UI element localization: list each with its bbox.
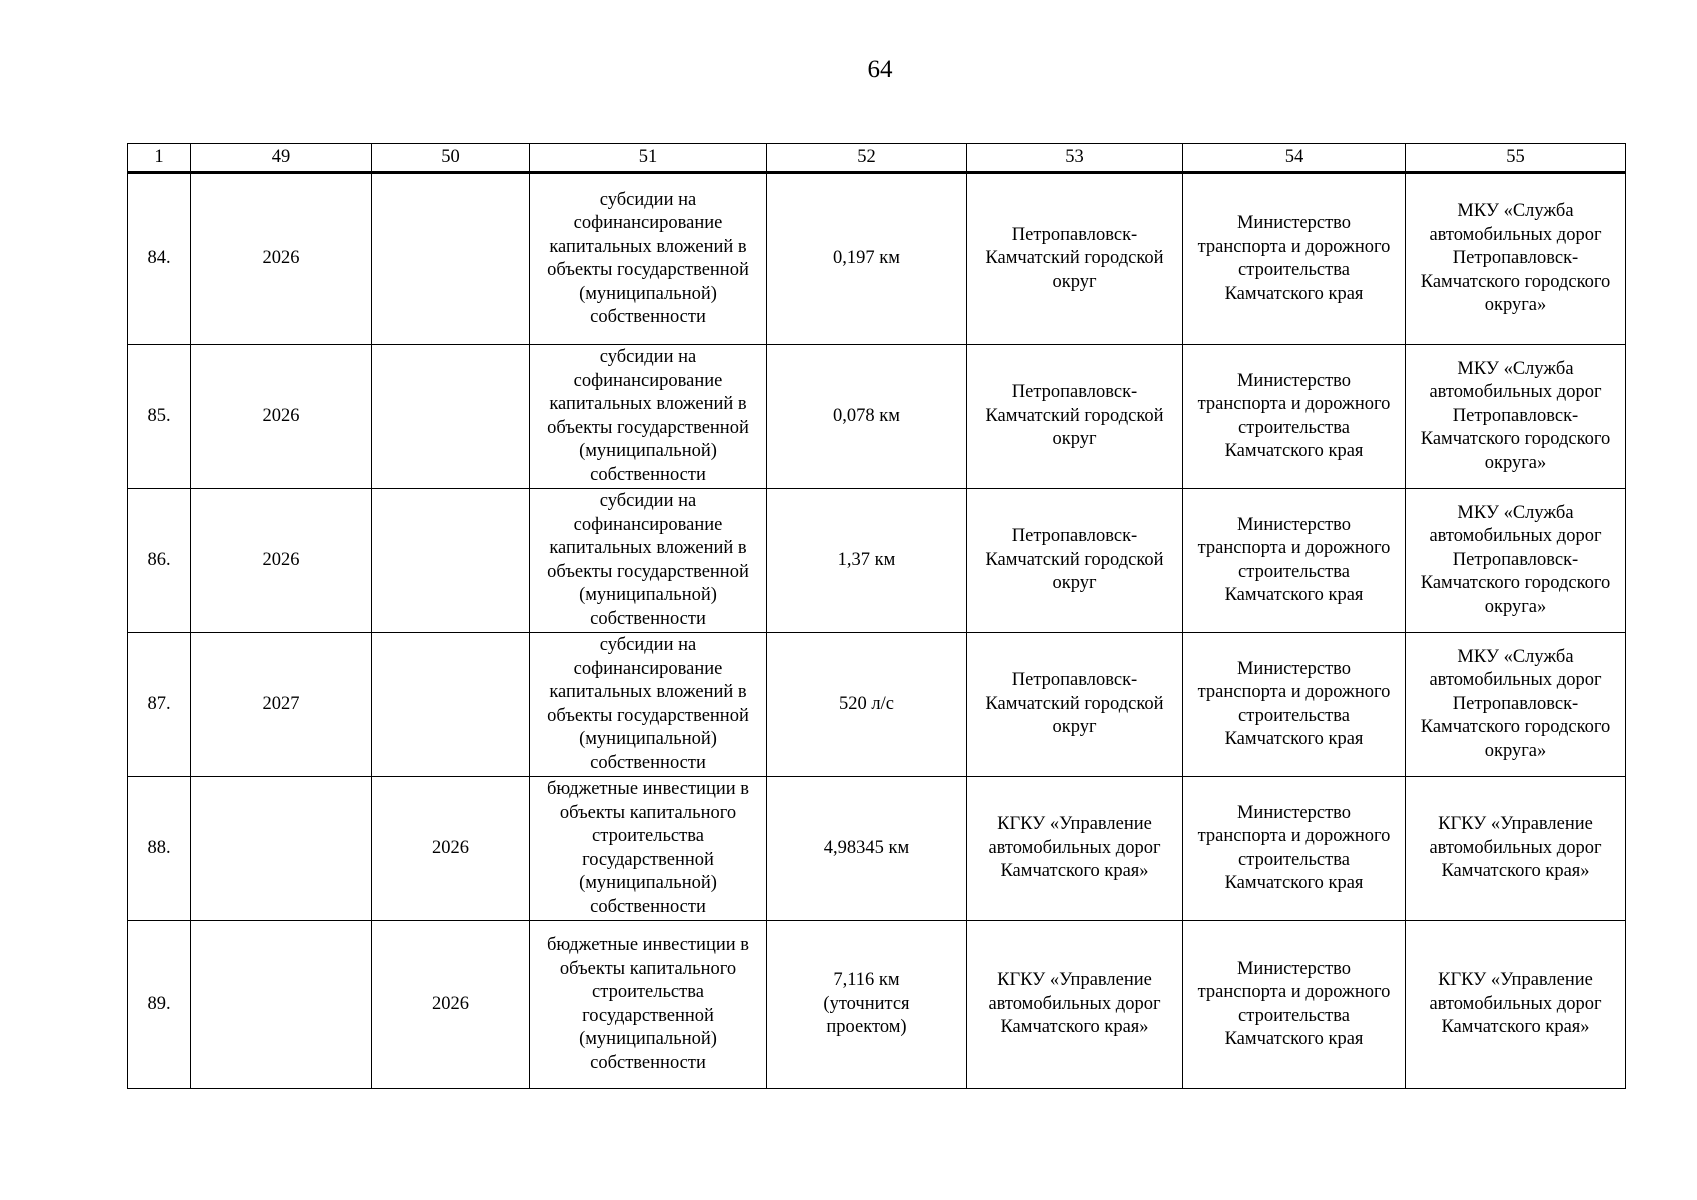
- col-49-cell: 2026: [191, 345, 372, 489]
- cell-text-line: автомобильных дорог: [988, 837, 1161, 858]
- cell-text-line: Камчатского городского: [1420, 573, 1611, 594]
- col-54-cell: [1183, 489, 1406, 633]
- cell-text-line: автомобильных дорог: [1429, 526, 1602, 547]
- cell-text-line: транспорта и дорожного: [1197, 982, 1391, 1002]
- cell-text-line: собственности: [590, 608, 706, 629]
- column-header-50: 50: [372, 144, 530, 173]
- cell-text-line: транспорта и дорожного: [1197, 236, 1391, 257]
- cell-text-line: Камчатского края»: [1000, 861, 1149, 882]
- cell-text-line: собственности: [590, 896, 706, 917]
- cell-text-line: Камчатского края: [1224, 729, 1364, 749]
- cell-text-line: строительства: [1238, 705, 1350, 726]
- cell-text-line: Камчатского края: [1224, 441, 1364, 461]
- row-number-cell: 84.: [128, 173, 191, 345]
- cell-text-line: капитальных вложений в: [549, 682, 747, 702]
- cell-text-line: Петропавловск-: [1452, 405, 1579, 426]
- cell-text-line: собственности: [590, 307, 706, 327]
- cell-text-line: 1,37 км: [837, 549, 896, 570]
- cell-text-line: (муниципальной): [579, 729, 717, 749]
- cell-text-line: субсидии на: [599, 189, 697, 210]
- cell-text-line: 0,078 км: [833, 405, 900, 426]
- cell-text-line: государственной: [582, 849, 714, 870]
- cell-text-line: Камчатский городской: [985, 549, 1164, 570]
- cell-text-line: автомобильных дорог: [988, 993, 1161, 1014]
- col-53-cell: [967, 777, 1183, 921]
- cell-text-line: Камчатского края»: [1000, 1017, 1149, 1038]
- cell-text-line: автомобильных дорог: [1429, 837, 1602, 858]
- col-55-cell: [1406, 633, 1626, 777]
- column-header-52: 52: [767, 144, 967, 173]
- page-number: 64: [867, 56, 893, 83]
- cell-text-line: Петропавловск-: [1011, 670, 1138, 691]
- header-row: [128, 144, 1626, 173]
- col-50-cell: [372, 633, 530, 777]
- cell-text-line: МКУ «Служба: [1457, 201, 1574, 222]
- cell-text-line: округ: [1052, 717, 1097, 738]
- cell-text-line: Камчатского края: [1224, 873, 1364, 893]
- cell-text-line: МКУ «Служба: [1457, 502, 1574, 523]
- col-52-cell: [767, 633, 967, 777]
- cell-text-line: субсидии на: [599, 635, 697, 655]
- cell-text-line: КГКУ «Управление: [1438, 970, 1593, 991]
- cell-text-line: софинансирование: [573, 658, 723, 679]
- cell-text-line: объекты государственной: [547, 417, 749, 438]
- cell-text-line: Камчатского края: [1224, 283, 1364, 304]
- col-50-cell: [372, 345, 530, 489]
- col-51-cell: [530, 489, 767, 633]
- cell-text-line: (муниципальной): [579, 441, 717, 461]
- cell-text-line: автомобильных дорог: [1429, 670, 1602, 691]
- col-55-cell: [1406, 921, 1626, 1089]
- cell-text-line: объекты государственной: [547, 705, 749, 726]
- cell-text-line: бюджетные инвестиции в: [546, 779, 750, 799]
- col-50-cell: 2026: [372, 777, 530, 921]
- cell-text-line: строительства: [1238, 417, 1350, 438]
- cell-text-line: капитальных вложений в: [549, 538, 747, 558]
- cell-text-line: Петропавловск-: [1011, 224, 1138, 245]
- col-49-cell: 2027: [191, 633, 372, 777]
- cell-text-line: Камчатского городского: [1420, 429, 1611, 450]
- column-header-54: 54: [1183, 144, 1406, 173]
- col-54-cell: [1183, 777, 1406, 921]
- cell-text-line: Камчатского края: [1224, 585, 1364, 605]
- cell-text-line: автомобильных дорог: [1429, 993, 1602, 1014]
- col-51-cell: [530, 345, 767, 489]
- cell-text-line: округа»: [1484, 295, 1547, 316]
- col-52-cell: [767, 489, 967, 633]
- cell-text-line: государственной: [582, 1005, 714, 1026]
- cell-text-line: округ: [1052, 271, 1097, 292]
- cell-text-line: Министерство: [1236, 658, 1352, 679]
- col-54-cell: [1183, 345, 1406, 489]
- col-55-cell: [1406, 489, 1626, 633]
- cell-text-line: Министерство: [1236, 958, 1352, 979]
- cell-text-line: КГКУ «Управление: [997, 970, 1152, 991]
- table-row: [128, 633, 1626, 777]
- col-51-cell: [530, 921, 767, 1089]
- col-54-cell: [1183, 921, 1406, 1089]
- cell-text-line: (муниципальной): [579, 1029, 717, 1049]
- col-52-cell: [767, 777, 967, 921]
- col-50-cell: 2026: [372, 921, 530, 1089]
- cell-text-line: 4,98345 км: [823, 837, 910, 858]
- cell-text-line: транспорта и дорожного: [1197, 826, 1391, 846]
- cell-text-line: автомобильных дорог: [1429, 382, 1602, 403]
- cell-text-line: транспорта и дорожного: [1197, 394, 1391, 414]
- column-header-1: 1: [128, 144, 191, 173]
- col-54-cell: [1183, 633, 1406, 777]
- cell-text-line: Камчатского городского: [1420, 271, 1611, 292]
- col-50-cell: [372, 173, 530, 345]
- cell-text-line: 520 л/с: [839, 693, 894, 714]
- cell-text-line: (муниципальной): [579, 585, 717, 605]
- cell-text-line: Камчатского края»: [1441, 1017, 1590, 1038]
- cell-text-line: Камчатского городского: [1420, 717, 1611, 738]
- cell-text-line: строительства: [592, 826, 704, 846]
- cell-text-line: Петропавловск-: [1011, 382, 1138, 403]
- col-52-cell: [767, 921, 967, 1089]
- col-53-cell: [967, 633, 1183, 777]
- cell-text-line: строительства: [1238, 260, 1350, 280]
- cell-text-line: объекты капитального: [559, 958, 737, 979]
- cell-text-line: софинансирование: [573, 213, 723, 233]
- table-row: [128, 777, 1626, 921]
- col-55-cell: [1406, 777, 1626, 921]
- cell-text-line: собственности: [590, 464, 706, 485]
- cell-text-line: собственности: [590, 752, 706, 773]
- row-number-cell: 86.: [128, 489, 191, 633]
- cell-text-line: Петропавловск-: [1011, 526, 1138, 547]
- cell-text-line: 7,116 км: [833, 970, 900, 991]
- cell-text-line: округ: [1052, 429, 1097, 450]
- data-table: [127, 143, 1626, 1089]
- cell-text-line: Камчатский городской: [985, 693, 1164, 714]
- cell-text-line: Министерство: [1236, 370, 1352, 391]
- col-55-cell: [1406, 345, 1626, 489]
- column-header-55: 55: [1406, 144, 1626, 173]
- row-number-cell: 89.: [128, 921, 191, 1089]
- col-50-cell: [372, 489, 530, 633]
- cell-text-line: автомобильных дорог: [1429, 224, 1602, 245]
- cell-text-line: капитальных вложений в: [549, 394, 747, 414]
- table-row: [128, 345, 1626, 489]
- table-body: [128, 173, 1626, 1089]
- cell-text-line: проектом): [826, 1017, 907, 1038]
- cell-text-line: софинансирование: [573, 514, 723, 535]
- cell-text-line: субсидии на: [599, 491, 697, 511]
- cell-text-line: собственности: [590, 1052, 706, 1073]
- cell-text-line: округ: [1052, 573, 1097, 594]
- cell-text-line: строительства: [1238, 1005, 1350, 1026]
- cell-text-line: округа»: [1484, 740, 1547, 761]
- cell-text-line: Камчатского края»: [1441, 861, 1590, 882]
- cell-text-line: округа»: [1484, 452, 1547, 473]
- cell-text-line: транспорта и дорожного: [1197, 682, 1391, 702]
- col-53-cell: [967, 921, 1183, 1089]
- cell-text-line: Петропавловск-: [1452, 549, 1579, 570]
- cell-text-line: капитальных вложений в: [549, 236, 747, 257]
- cell-text-line: строительства: [1238, 849, 1350, 870]
- cell-text-line: бюджетные инвестиции в: [546, 935, 750, 955]
- cell-text-line: софинансирование: [573, 370, 723, 391]
- col-53-cell: [967, 345, 1183, 489]
- cell-text-line: объекты государственной: [547, 260, 749, 280]
- cell-text-line: Петропавловск-: [1452, 693, 1579, 714]
- col-52-cell: [767, 345, 967, 489]
- cell-text-line: транспорта и дорожного: [1197, 538, 1391, 558]
- table-row: [128, 173, 1626, 345]
- col-51-cell: [530, 777, 767, 921]
- row-number-cell: 87.: [128, 633, 191, 777]
- row-number-cell: 85.: [128, 345, 191, 489]
- cell-text-line: строительства: [592, 982, 704, 1002]
- cell-text-line: (муниципальной): [579, 873, 717, 893]
- col-55-cell: [1406, 173, 1626, 345]
- cell-text-line: Камчатский городской: [985, 405, 1164, 426]
- table-row: [128, 921, 1626, 1089]
- cell-text-line: объекты капитального: [559, 802, 737, 823]
- cell-text-line: КГКУ «Управление: [1438, 814, 1593, 835]
- table-row: [128, 489, 1626, 633]
- row-number-cell: 88.: [128, 777, 191, 921]
- cell-text-line: строительства: [1238, 561, 1350, 582]
- col-52-cell: [767, 173, 967, 345]
- col-54-cell: [1183, 173, 1406, 345]
- col-53-cell: [967, 489, 1183, 633]
- col-49-cell: 2026: [191, 489, 372, 633]
- cell-text-line: 0,197 км: [833, 248, 900, 269]
- cell-text-line: объекты государственной: [547, 561, 749, 582]
- cell-text-line: Камчатский городской: [985, 248, 1164, 269]
- column-header-49: 49: [191, 144, 372, 173]
- col-49-cell: [191, 921, 372, 1089]
- cell-text-line: Министерство: [1236, 514, 1352, 535]
- col-49-cell: [191, 777, 372, 921]
- col-49-cell: 2026: [191, 173, 372, 345]
- col-51-cell: [530, 633, 767, 777]
- cell-text-line: Петропавловск-: [1452, 248, 1579, 269]
- column-header-53: 53: [967, 144, 1183, 173]
- cell-text-line: МКУ «Служба: [1457, 646, 1574, 667]
- cell-text-line: КГКУ «Управление: [997, 814, 1152, 835]
- col-51-cell: [530, 173, 767, 345]
- cell-text-line: МКУ «Служба: [1457, 358, 1574, 379]
- cell-text-line: Министерство: [1236, 213, 1352, 233]
- cell-text-line: (уточнится: [823, 993, 910, 1014]
- cell-text-line: Камчатского края: [1224, 1029, 1364, 1049]
- cell-text-line: Министерство: [1236, 802, 1352, 823]
- column-header-51: 51: [530, 144, 767, 173]
- cell-text-line: субсидии на: [599, 347, 697, 367]
- col-53-cell: [967, 173, 1183, 345]
- cell-text-line: округа»: [1484, 596, 1547, 617]
- cell-text-line: (муниципальной): [579, 283, 717, 304]
